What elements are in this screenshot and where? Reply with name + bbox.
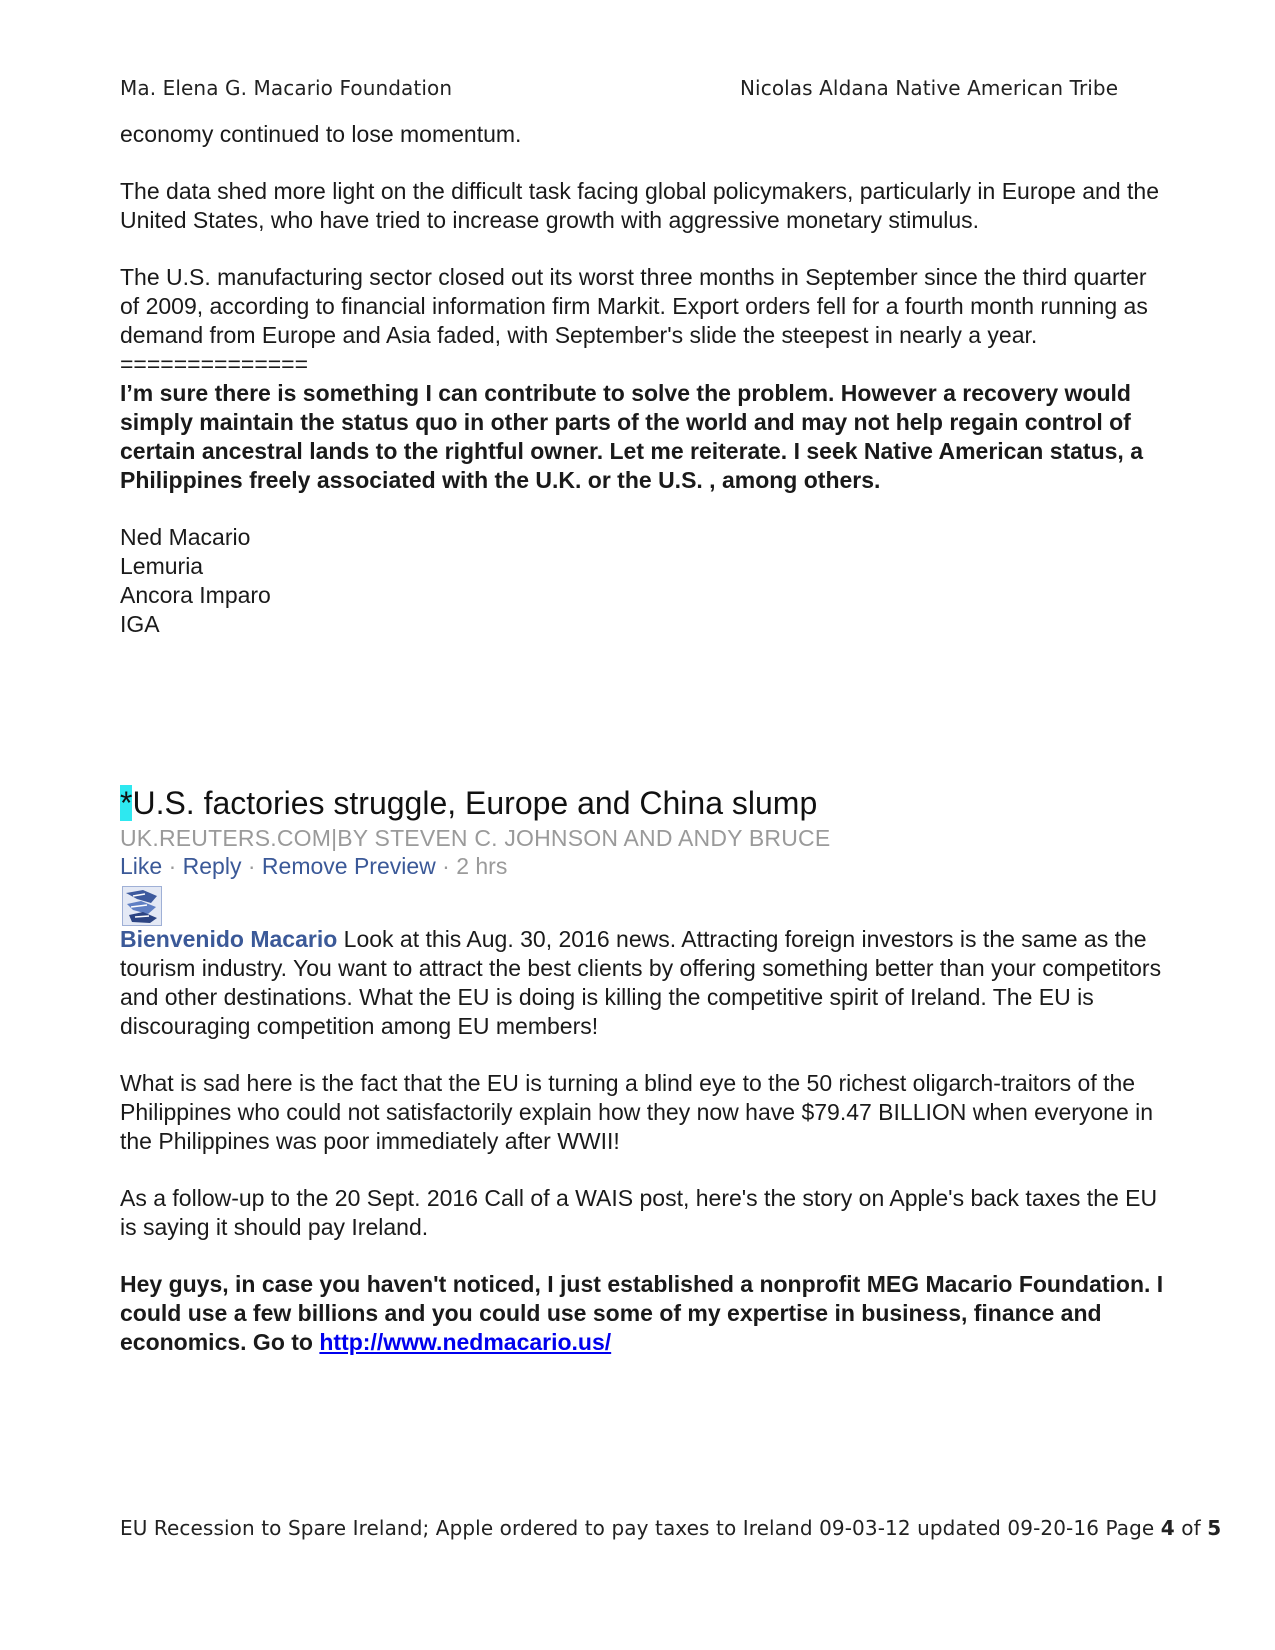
website-link[interactable]: http://www.nedmacario.us/: [319, 1329, 612, 1355]
avatar[interactable]: [122, 886, 162, 926]
footer-page-number: 4: [1160, 1516, 1175, 1540]
signature-name: Ned Macario: [120, 524, 251, 550]
header-tribe-name: Nicolas Aldana Native American Tribe: [740, 76, 1119, 100]
footer-of: of: [1174, 1516, 1208, 1540]
comment-paragraph-4: [120, 1270, 1165, 1357]
post-timestamp: · 2 hrs: [435, 853, 508, 879]
comment-paragraph-1: [120, 925, 1165, 1041]
paragraph-native-american-status: I’m sure there is something I can contribute to solve the problem. However a recovery would simply maintain the status quo in other parts of the world and may not help regain control of certain ancestral lands to the rightful owner. Let me reiterate. I seek Native American status, a Philippines freely associated with the U.K. or the U.S. , among others.: [120, 380, 1144, 493]
action-separator: ·: [241, 853, 262, 879]
article-title-text[interactable]: U.S. factories struggle, Europe and China slump: [132, 785, 818, 821]
paragraph-momentum: economy continued to lose momentum.: [120, 121, 522, 147]
remove-preview-link[interactable]: Remove Preview: [261, 853, 436, 879]
comment-author-link[interactable]: Bienvenido Macario: [120, 926, 338, 952]
avatar-image-icon: [123, 887, 161, 925]
paragraph-manufacturing: The U.S. manufacturing sector closed out its worst three months in September since the third quarter of 2009, according to financial information firm Markit. Export orders fell for a fourth month running as demand from Europe and Asia faded, with September's slide the steepest in nearly a year.: [120, 264, 1148, 348]
signature-line-motto: Ancora Imparo: [120, 582, 271, 608]
comment-paragraph-4-text: Hey guys, in case you haven't noticed, I just established a nonprofit MEG Macario Foundation. I could use a few billions and you could use some of my expertise in business, finance and economics. Go to: [120, 1271, 1164, 1355]
article-title[interactable]: [120, 784, 817, 822]
header-foundation-name: Ma. Elena G. Macario Foundation: [120, 76, 453, 100]
comment-paragraph-2: What is sad here is the fact that the EU is turning a blind eye to the 50 richest oligarch-traitors of the Philippines who could not satisfactorily explain how they now have $79.47 BILLION when everyone in the Philippines was poor immediately after WWII!: [120, 1070, 1154, 1154]
signature-line-iga: IGA: [120, 611, 160, 637]
action-separator: ·: [162, 853, 183, 879]
letter-body: [120, 120, 1160, 639]
post-actions: [120, 853, 507, 880]
footer-text: EU Recession to Spare Ireland; Apple ordered to pay taxes to Ireland 09-03-12 updated 09-20-16 Page: [120, 1516, 1161, 1540]
paragraph-policymakers: The data shed more light on the difficult task facing global policymakers, particularly in Europe and the United States, who have tried to increase growth with aggressive monetary stimulus.: [120, 178, 1159, 233]
divider-line: ==============: [120, 351, 309, 377]
footer-page-total: 5: [1207, 1516, 1222, 1540]
page-footer: [120, 1516, 1221, 1540]
comment-body: [120, 925, 1165, 1357]
article-source: UK.REUTERS.COM|BY STEVEN C. JOHNSON AND ANDY BRUCE: [120, 825, 831, 851]
title-highlight-marker: *: [120, 785, 133, 821]
reply-link[interactable]: Reply: [182, 853, 242, 879]
signature-line-lemuria: Lemuria: [120, 553, 204, 579]
like-link[interactable]: Like: [120, 853, 163, 879]
comment-paragraph-3: As a follow-up to the 20 Sept. 2016 Call of a WAIS post, here's the story on Apple's back taxes the EU is saying it should pay Ireland.: [120, 1185, 1158, 1240]
comment-paragraph-1-text: Look at this Aug. 30, 2016 news. Attracting foreign investors is the same as the tourism industry. You want to attract the best clients by offering something better than your competitors and other destinations. What the EU is doing is killing the competitive spirit of Ireland. The EU is discouraging competition among EU members!: [120, 926, 1162, 1039]
